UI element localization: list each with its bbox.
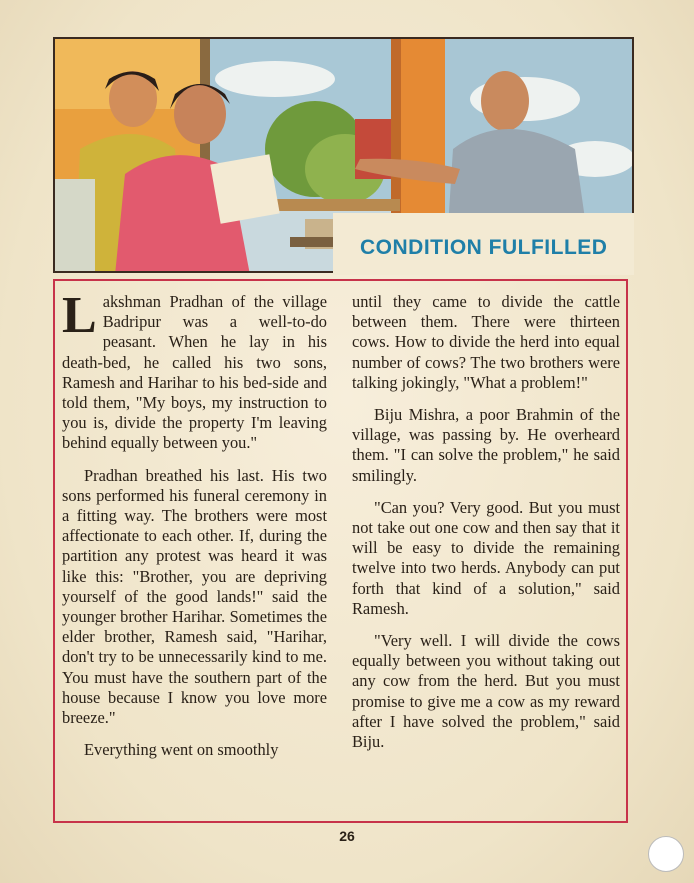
drop-cap: L (62, 287, 97, 344)
paragraph: Everything went on smoothly (84, 740, 279, 760)
paragraph-text: akshman Pradhan of the village Badripur was a well-to-do peasant. When he lay in his death-bed, he called his two sons, Ramesh and Harihar to his bed-side and told them, "My boys, my instruction to you is, divide the property I'm leaving behind equally between you." (62, 292, 327, 453)
paragraph: Biju Mishra, a poor Brahmin of the village, was passing by. He overheard them. "I can solve the problem," he said smilingly. (352, 405, 620, 485)
text-column-left (62, 287, 327, 760)
paragraph: "Can you? Very good. But you must not take out one cow and then say that it will be easy to divide the remaining twelve into two herds. Anybody can put forth that kind of a solution," said Ramesh. (352, 497, 620, 618)
paragraph: Pradhan breathed his last. His two sons performed his funeral ceremony in a fitting way. The brothers were most affectionate to each other. If, during the partition any protest was heard it was like this: "Brother, you are depriving yourself of the good lands!" said the younger brother Harihar. Sometimes the elder brother, Ramesh said, "Harihar, don't try to be unnecessarily kind to me. You must have the southern part of the house because I know you love more breeze." (62, 465, 327, 728)
text-column-right (352, 292, 620, 752)
publisher-badge-icon (648, 836, 684, 872)
paragraph: until they came to divide the cattle between them. There were thirteen cows. How to divide the herd into equal number of cows? The two brothers were talking jokingly, "What a problem!" (352, 292, 620, 392)
paragraph: "Very well. I will divide the cows equally between you without taking out any cow from the herd. But you must promise to give me a cow as my reward after I have solved the problem," said Biju. (352, 631, 620, 752)
paragraph (62, 287, 327, 454)
page-number: 26 (339, 828, 355, 844)
story-title: CONDITION FULFILLED (360, 236, 608, 259)
